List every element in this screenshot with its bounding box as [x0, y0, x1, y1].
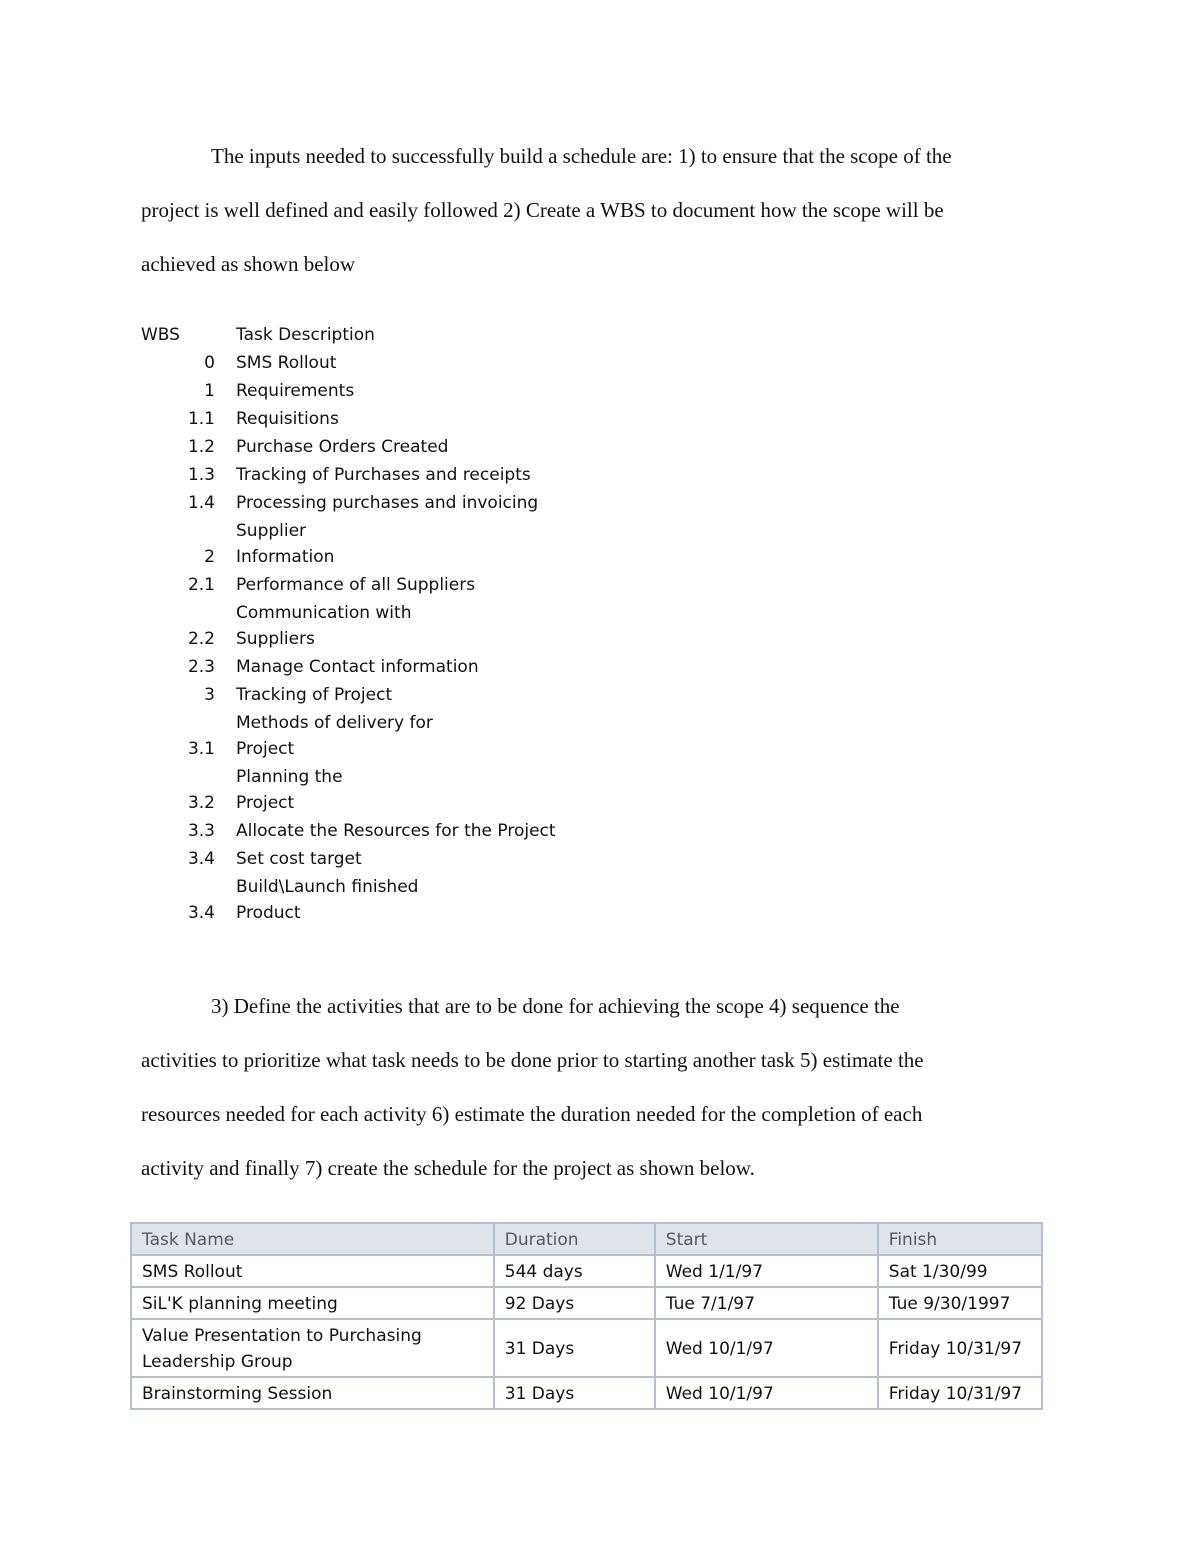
paragraph-line: achieved as shown below — [141, 252, 356, 276]
wbs-number: 1 — [204, 381, 215, 401]
wbs-description-line: Requisitions — [236, 409, 339, 429]
wbs-number: 2.1 — [187, 575, 215, 595]
wbs-description-line: Supplier — [236, 521, 307, 541]
wbs-description-line: Project — [236, 793, 295, 813]
wbs-number: 2.2 — [187, 629, 215, 649]
wbs-number: 2 — [204, 547, 215, 567]
table-row — [131, 1377, 1042, 1409]
steps-paragraph — [141, 979, 1061, 1195]
wbs-number: 1.3 — [187, 465, 215, 485]
wbs-description-line: Product — [236, 903, 301, 923]
wbs-description-line: SMS Rollout — [236, 353, 337, 373]
wbs-row — [141, 654, 596, 680]
column-header-start: Start — [655, 1223, 878, 1255]
wbs-header-number: WBS — [141, 325, 180, 345]
wbs-description — [236, 434, 596, 460]
wbs-description-line: Performance of all Suppliers — [236, 575, 476, 595]
paragraph-line: activities to prioritize what task needs to be done prior to starting another task 5) estimate the — [141, 1048, 924, 1072]
cell-start: Tue 7/1/97 — [655, 1287, 878, 1319]
cell-duration: 544 days — [494, 1255, 655, 1287]
cell-task-name: Value Presentation to Purchasing Leadership Group — [131, 1319, 494, 1377]
wbs-header-description-text: Task Description — [236, 325, 375, 345]
wbs-description — [236, 764, 596, 816]
wbs-description-line: Purchase Orders Created — [236, 437, 449, 457]
wbs-number: 1.1 — [187, 409, 215, 429]
wbs-description — [236, 600, 596, 652]
wbs-description — [236, 654, 596, 680]
wbs-row — [141, 462, 596, 488]
wbs-row — [141, 764, 596, 816]
wbs-number: 3.3 — [187, 821, 215, 841]
wbs-description-line: Requirements — [236, 381, 355, 401]
wbs-description-line: Manage Contact information — [236, 657, 479, 677]
schedule-body — [131, 1255, 1042, 1409]
cell-start: Wed 10/1/97 — [655, 1319, 878, 1377]
cell-start: Wed 1/1/97 — [655, 1255, 878, 1287]
paragraph-line: activity and finally 7) create the schedule for the project as shown below. — [141, 1156, 755, 1180]
wbs-row — [141, 350, 596, 376]
wbs-description — [236, 846, 596, 872]
wbs-number: 3.2 — [187, 793, 215, 813]
wbs-description-line: Suppliers — [236, 629, 315, 649]
wbs-description — [236, 350, 596, 376]
wbs-row — [141, 874, 596, 926]
wbs-description-line: Information — [236, 547, 335, 567]
wbs-description-line: Project — [236, 739, 295, 759]
column-header-finish: Finish — [878, 1223, 1042, 1255]
wbs-row — [141, 710, 596, 762]
wbs-description-line: Communication with — [236, 603, 412, 623]
wbs-description — [236, 682, 596, 708]
wbs-number: 3 — [204, 685, 215, 705]
wbs-number: 1.2 — [187, 437, 215, 457]
wbs-row — [141, 434, 596, 460]
wbs-row — [141, 490, 596, 516]
wbs-row — [141, 572, 596, 598]
wbs-list — [141, 322, 596, 928]
wbs-description-line: Tracking of Purchases and receipts — [236, 465, 531, 485]
wbs-number: 3.4 — [187, 903, 215, 923]
wbs-header-description — [236, 322, 596, 348]
wbs-number: 3.4 — [187, 849, 215, 869]
wbs-description — [236, 462, 596, 488]
wbs-row — [141, 378, 596, 404]
wbs-description-line: Set cost target — [236, 849, 362, 869]
cell-duration: 92 Days — [494, 1287, 655, 1319]
wbs-number: 1.4 — [187, 493, 215, 513]
intro-paragraph — [141, 129, 1061, 291]
table-row — [131, 1287, 1042, 1319]
wbs-row — [141, 846, 596, 872]
wbs-number: 0 — [204, 353, 215, 373]
wbs-description — [236, 572, 596, 598]
paragraph-line: 3) Define the activities that are to be done for achieving the scope 4) sequence the — [211, 994, 900, 1018]
wbs-description — [236, 874, 596, 926]
paragraph-line: project is well defined and easily followed 2) Create a WBS to document how the scope will be — [141, 198, 944, 222]
schedule-header-row — [131, 1223, 1042, 1255]
wbs-description-line: Planning the — [236, 767, 343, 787]
schedule-table — [130, 1222, 1043, 1410]
wbs-description — [236, 378, 596, 404]
table-row — [131, 1255, 1042, 1287]
wbs-row — [141, 600, 596, 652]
cell-finish: Sat 1/30/99 — [878, 1255, 1042, 1287]
paragraph-line: resources needed for each activity 6) estimate the duration needed for the completion of each — [141, 1102, 923, 1126]
wbs-row — [141, 518, 596, 570]
wbs-header-row — [141, 322, 596, 348]
wbs-description-line: Methods of delivery for — [236, 713, 433, 733]
wbs-row — [141, 406, 596, 432]
wbs-number: 2.3 — [187, 657, 215, 677]
column-header-task-name: Task Name — [131, 1223, 494, 1255]
wbs-description — [236, 490, 596, 516]
wbs-number: 3.1 — [187, 739, 215, 759]
cell-finish: Friday 10/31/97 — [878, 1319, 1042, 1377]
cell-task-name: SMS Rollout — [131, 1255, 494, 1287]
wbs-description — [236, 818, 596, 844]
column-header-duration: Duration — [494, 1223, 655, 1255]
cell-duration: 31 Days — [494, 1319, 655, 1377]
wbs-description — [236, 518, 596, 570]
wbs-description-line: Tracking of Project — [236, 685, 393, 705]
cell-duration: 31 Days — [494, 1377, 655, 1409]
wbs-description-line: Build\Launch finished — [236, 877, 419, 897]
wbs-description-line: Processing purchases and invoicing — [236, 493, 539, 513]
wbs-rows — [141, 350, 596, 926]
cell-task-name: Brainstorming Session — [131, 1377, 494, 1409]
wbs-row — [141, 682, 596, 708]
cell-finish: Tue 9/30/1997 — [878, 1287, 1042, 1319]
cell-start: Wed 10/1/97 — [655, 1377, 878, 1409]
cell-task-name: SiL'K planning meeting — [131, 1287, 494, 1319]
cell-finish: Friday 10/31/97 — [878, 1377, 1042, 1409]
paragraph-line: The inputs needed to successfully build a schedule are: 1) to ensure that the scope of the — [211, 144, 952, 168]
wbs-description — [236, 710, 596, 762]
wbs-description — [236, 406, 596, 432]
wbs-row — [141, 818, 596, 844]
table-row — [131, 1319, 1042, 1377]
wbs-description-line: Allocate the Resources for the Project — [236, 821, 556, 841]
